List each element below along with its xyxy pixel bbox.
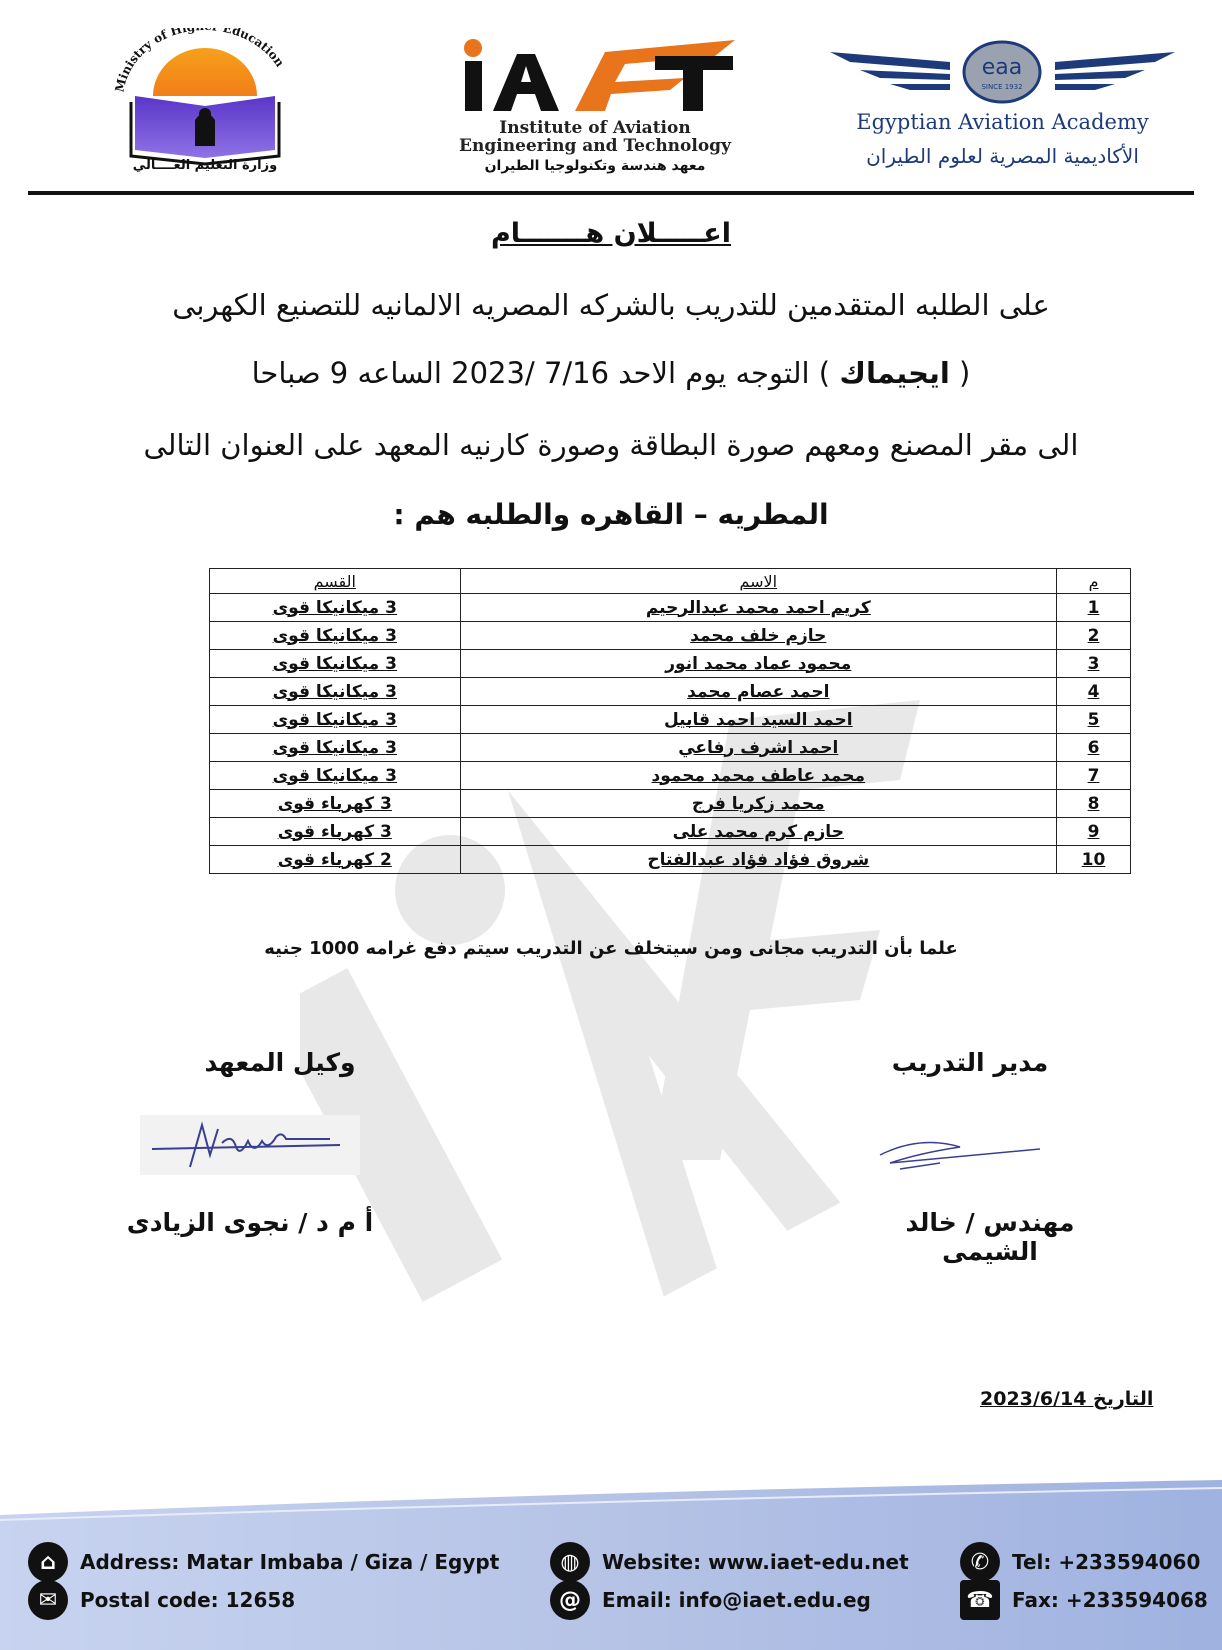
header-rule [28, 191, 1194, 195]
announcement-line-2: ( ايجيماك ) التوجه يوم الاحد 7/16 /2023 الساعه 9 صباحا [251, 356, 971, 390]
table-row [210, 650, 1131, 678]
announcement-line-1: على الطلبه المتقدمين للتدريب بالشركه المصريه الالمانيه للتصنيع الكهربى [172, 288, 1050, 322]
table-row [210, 846, 1131, 874]
row-no: 7 [1057, 762, 1131, 790]
footer-fax [960, 1580, 1208, 1620]
eaa-name-ar: الأكاديمية المصرية لعلوم الطيران [866, 144, 1139, 168]
training-manager-name: مهندس / خالد الشيمى [905, 1208, 1075, 1266]
ministry-arabic-name: وزارة التعليم العــــالي [132, 158, 278, 173]
row-dept: 3 ميكانيكا قوى [210, 594, 461, 622]
row-name: شروق فؤاد فؤاد عبدالفتاح [460, 846, 1056, 874]
iaet-name-ar: معهد هندسة وتكنولوجيا الطيران [484, 158, 706, 174]
eaa-logo [830, 40, 1175, 185]
ministry-logo [105, 28, 305, 188]
row-no: 2 [1057, 622, 1131, 650]
row-dept: 3 كهرباء قوى [210, 818, 461, 846]
row-no: 3 [1057, 650, 1131, 678]
table-row [210, 622, 1131, 650]
iaet-logo [415, 30, 775, 180]
announcement-line-3: الى مقر المصنع ومعهم صورة البطاقة وصورة كارنيه المعهد على العنوان التالى [143, 428, 1079, 462]
footer-postal [28, 1580, 295, 1620]
table-header-row [210, 569, 1131, 594]
envelope-icon: ✉ [28, 1580, 68, 1620]
table-row [210, 762, 1131, 790]
row-name: محمود عماد محمد انور [460, 650, 1056, 678]
deputy-signature-image [140, 1115, 360, 1175]
fax-text: Fax: +233594068 [1012, 1588, 1208, 1612]
row-no: 9 [1057, 818, 1131, 846]
at-sign-icon: @ [550, 1580, 590, 1620]
row-dept: 3 ميكانيكا قوى [210, 762, 461, 790]
home-icon: ⌂ [28, 1542, 68, 1582]
svg-text:eaa: eaa [981, 55, 1023, 80]
row-dept: 3 ميكانيكا قوى [210, 650, 461, 678]
document-date: التاريخ 2023/6/14 [980, 1388, 1154, 1410]
row-name: محمد عاطف محمد محمود [460, 762, 1056, 790]
announcement-line-4: المطريه – القاهره والطلبه هم : [393, 498, 829, 531]
globe-icon: ◍ [550, 1542, 590, 1582]
header-no: م [1057, 569, 1131, 594]
row-name: احمد اشرف رفاعي [460, 734, 1056, 762]
company-name: ايجيماك [839, 356, 950, 390]
row-name: احمد عصام محمد [460, 678, 1056, 706]
row-no: 10 [1057, 846, 1131, 874]
row-no: 5 [1057, 706, 1131, 734]
row-name: حازم خلف محمد [460, 622, 1056, 650]
row-name: احمد السيد احمد قابيل [460, 706, 1056, 734]
row-name: حازم كرم محمد على [460, 818, 1056, 846]
footer-address [28, 1542, 499, 1582]
row-no: 1 [1057, 594, 1131, 622]
tel-text: Tel: +233594060 [1012, 1550, 1201, 1574]
postal-text: Postal code: 12658 [80, 1588, 296, 1612]
row-dept: 2 كهرباء قوى [210, 846, 461, 874]
table-row [210, 734, 1131, 762]
header-dept: القسم [210, 569, 461, 594]
fine-note: علما بأن التدريب مجانى ومن سيتخلف عن التدريب سيتم دفع غرامه 1000 جنيه [264, 938, 958, 959]
row-dept: 3 ميكانيكا قوى [210, 734, 461, 762]
table-row [210, 594, 1131, 622]
footer-email[interactable] [550, 1580, 871, 1620]
footer-band [0, 1480, 1222, 1650]
row-dept: 3 ميكانيكا قوى [210, 622, 461, 650]
svg-text:SINCE 1932: SINCE 1932 [981, 83, 1023, 91]
row-dept: 3 ميكانيكا قوى [210, 678, 461, 706]
row-no: 8 [1057, 790, 1131, 818]
header-name: الاسم [460, 569, 1056, 594]
row-dept: 3 كهرباء قوى [210, 790, 461, 818]
phone-icon: ✆ [960, 1542, 1000, 1582]
table-row [210, 818, 1131, 846]
table-row [210, 790, 1131, 818]
row-name: محمد زكريا فرج [460, 790, 1056, 818]
address-text: Address: Matar Imbaba / Giza / Egypt [80, 1550, 500, 1574]
iaet-name-en-line2: Engineering and Technology [459, 136, 731, 156]
iaet-name-en-line1: Institute of Aviation [499, 118, 691, 138]
students-table [209, 568, 1131, 874]
institute-deputy-title: وكيل المعهد [204, 1048, 356, 1077]
eaa-name-en: Egyptian Aviation Academy [856, 110, 1149, 134]
table-row [210, 706, 1131, 734]
iaet-mark [455, 34, 735, 114]
footer-tel [960, 1542, 1200, 1582]
table-row [210, 678, 1131, 706]
fax-icon: ☎ [960, 1580, 1000, 1620]
footer-website[interactable] [550, 1542, 909, 1582]
training-manager-title: مدير التدريب [891, 1048, 1049, 1077]
email-text[interactable]: Email: info@iaet.edu.eg [602, 1588, 871, 1612]
row-dept: 3 ميكانيكا قوى [210, 706, 461, 734]
svg-text:Ministry of Higher Education: Ministry of Hi Education [112, 28, 287, 94]
announcement-title: اعـــــلان هـــــــام [490, 218, 732, 249]
announcement-line-2-rest: التوجه يوم الاحد 7/16 /2023 الساعه 9 صباحا [251, 356, 810, 390]
manager-signature-image [870, 1125, 1050, 1175]
row-name: كريم احمد محمد عبدالرحيم [460, 594, 1056, 622]
institute-deputy-name: أ م د / نجوى الزيادى [126, 1208, 374, 1237]
website-text[interactable]: Website: www.iaet-edu.net [602, 1550, 909, 1574]
eaa-wings-emblem [830, 40, 1175, 110]
row-no: 6 [1057, 734, 1131, 762]
row-no: 4 [1057, 678, 1131, 706]
